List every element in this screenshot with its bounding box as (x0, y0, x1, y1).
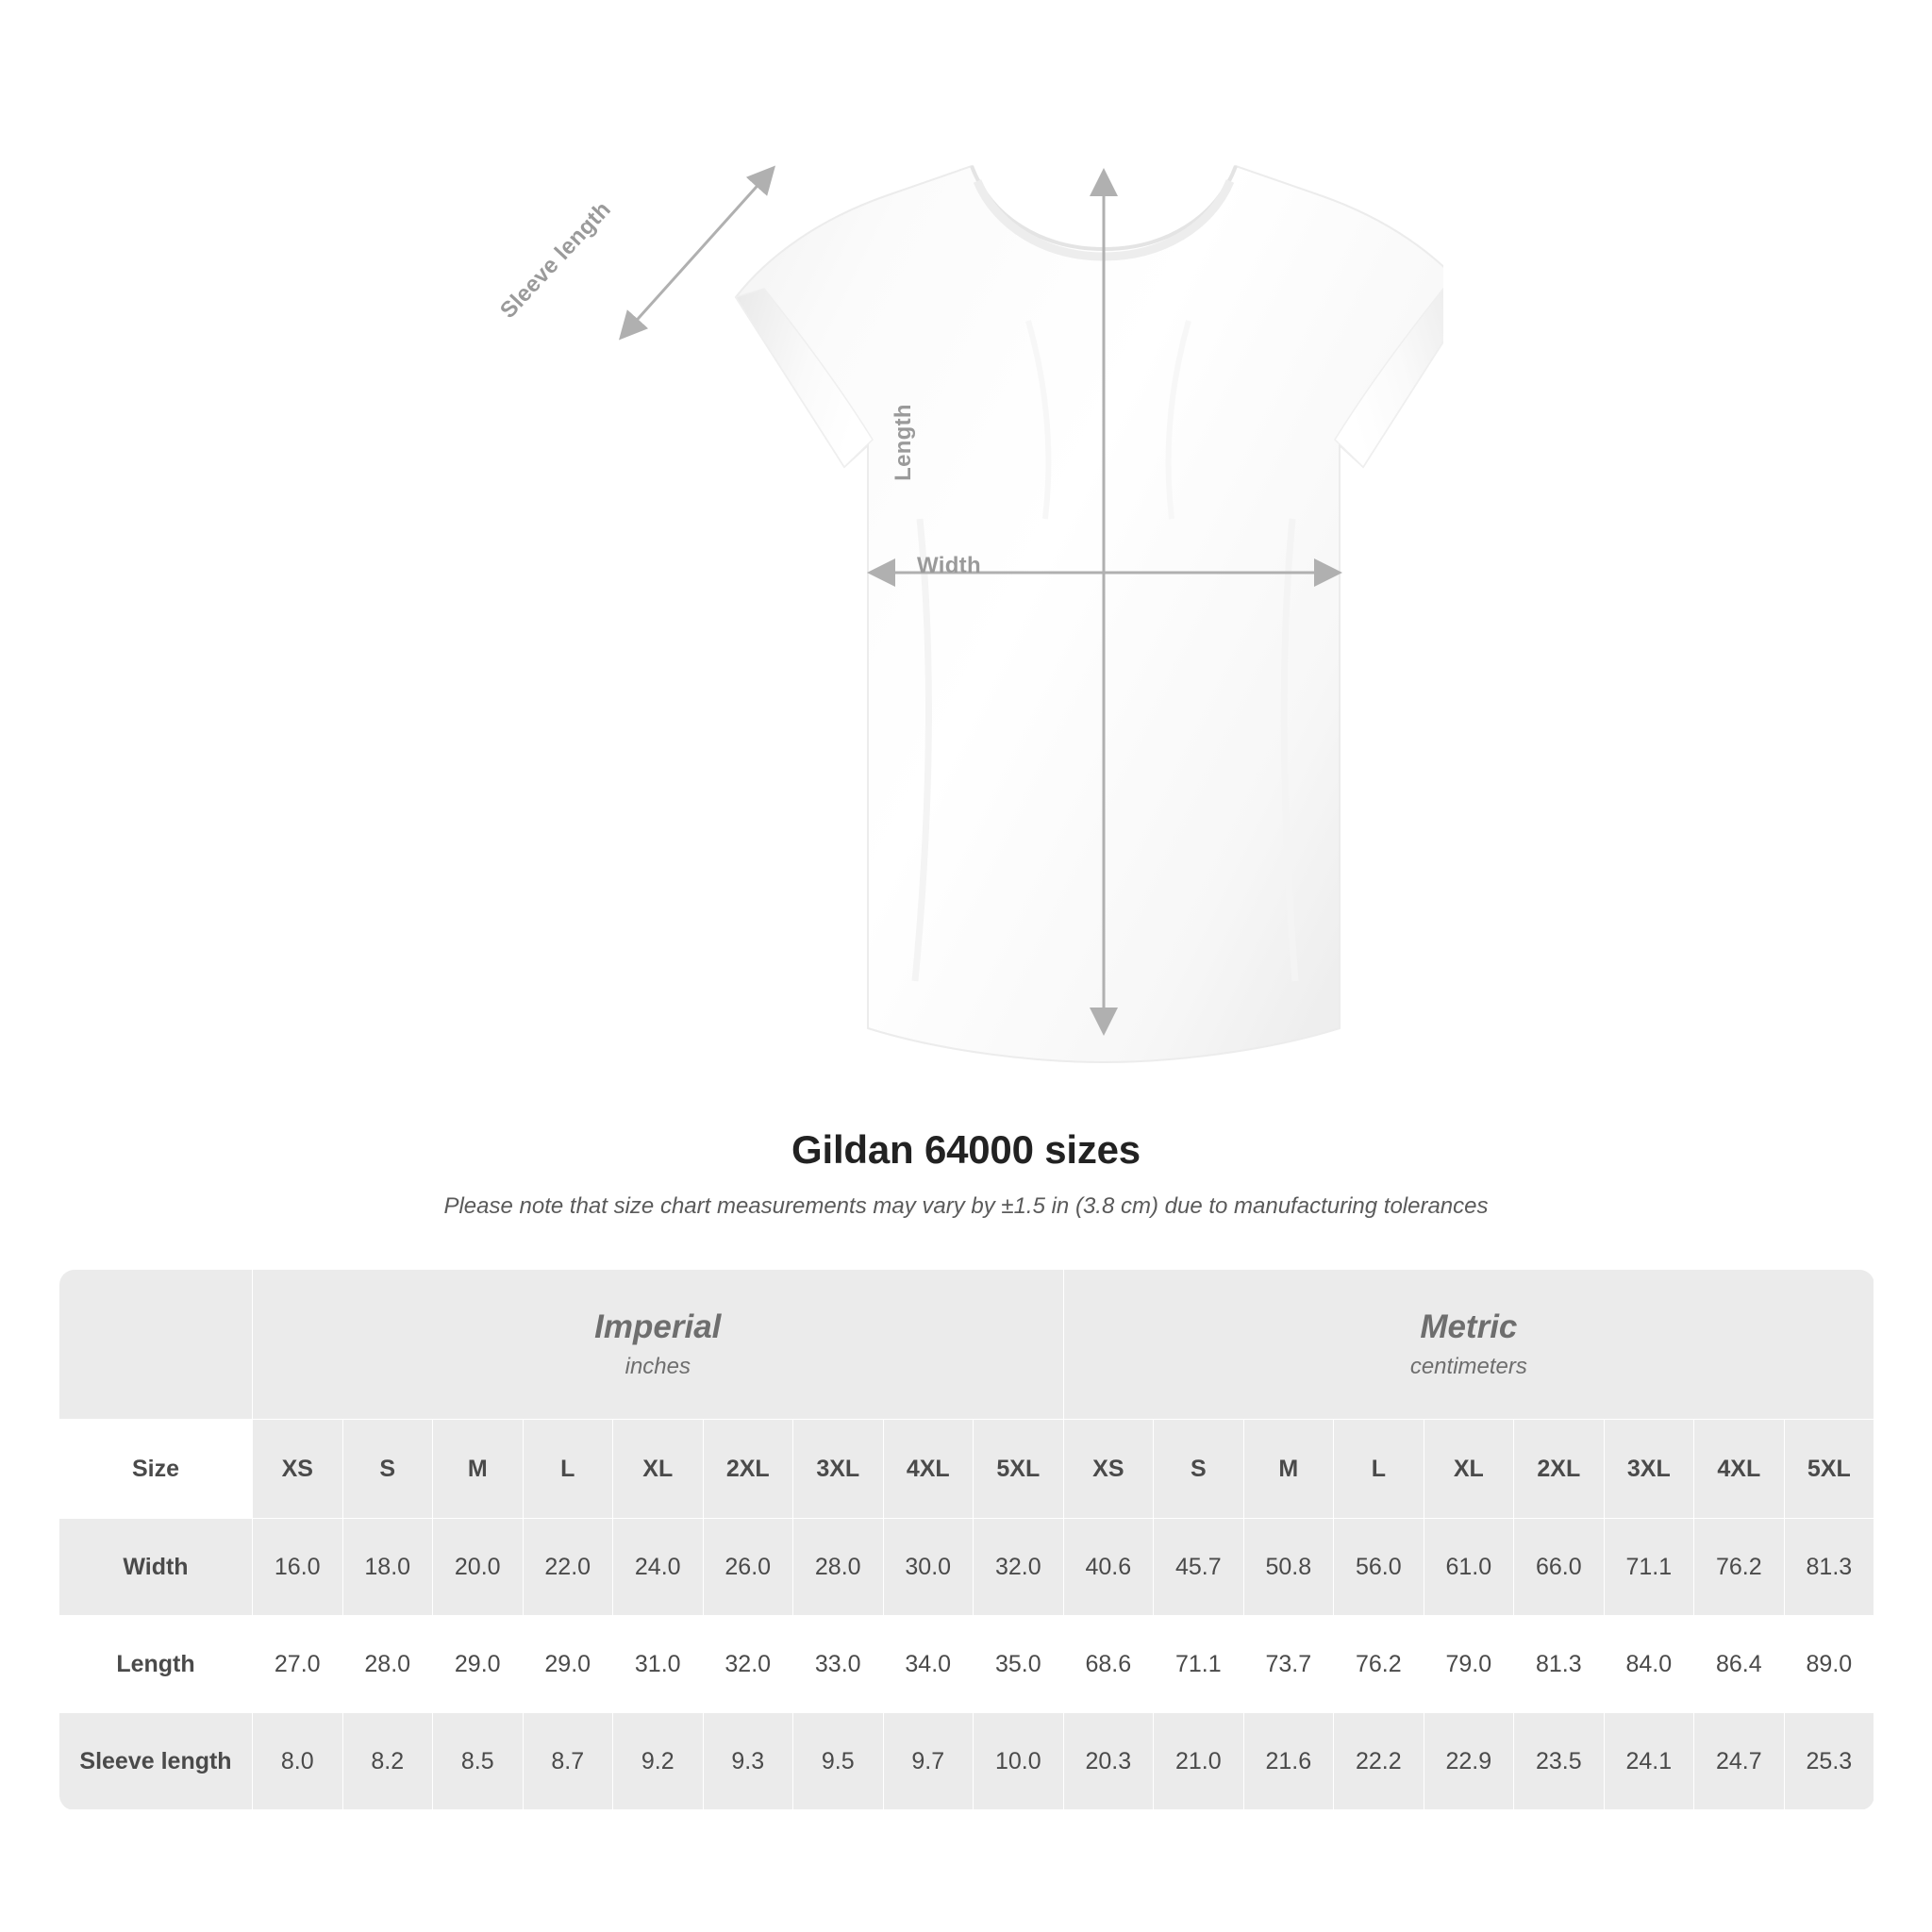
cell-sleeve-12: 22.2 (1334, 1713, 1424, 1810)
cell-width-12: 56.0 (1334, 1519, 1424, 1616)
page-title: Gildan 64000 sizes (791, 1127, 1141, 1172)
cell-sleeve-16: 24.7 (1694, 1713, 1785, 1810)
cell-sleeve-8: 10.0 (974, 1713, 1064, 1810)
size-col-header: XL (613, 1420, 704, 1519)
cell-length-16: 86.4 (1694, 1616, 1785, 1713)
cell-sleeve-15: 24.1 (1604, 1713, 1694, 1810)
cell-length-2: 29.0 (433, 1616, 524, 1713)
size-col-header: M (1243, 1420, 1334, 1519)
size-col-header: L (1334, 1420, 1424, 1519)
cell-sleeve-5: 9.3 (703, 1713, 793, 1810)
cell-length-5: 32.0 (703, 1616, 793, 1713)
cell-width-15: 71.1 (1604, 1519, 1694, 1616)
cell-width-14: 66.0 (1514, 1519, 1605, 1616)
cell-length-4: 31.0 (613, 1616, 704, 1713)
row-label-width: Width (59, 1519, 253, 1616)
cell-length-10: 71.1 (1154, 1616, 1244, 1713)
cell-sleeve-9: 20.3 (1063, 1713, 1154, 1810)
cell-width-17: 81.3 (1784, 1519, 1874, 1616)
size-table-wrapper (58, 1269, 1874, 1810)
cell-length-8: 35.0 (974, 1616, 1064, 1713)
cell-width-9: 40.6 (1063, 1519, 1154, 1616)
table-row (59, 1519, 1874, 1616)
table-row (59, 1713, 1874, 1810)
table-row (59, 1616, 1874, 1713)
size-col-header: 2XL (1514, 1420, 1605, 1519)
cell-length-1: 28.0 (342, 1616, 433, 1713)
unit-header-row (59, 1270, 1874, 1420)
cell-width-3: 22.0 (523, 1519, 613, 1616)
cell-sleeve-17: 25.3 (1784, 1713, 1874, 1810)
cell-width-7: 30.0 (883, 1519, 974, 1616)
size-col-header: L (523, 1420, 613, 1519)
cell-sleeve-7: 9.7 (883, 1713, 974, 1810)
size-col-header: 2XL (703, 1420, 793, 1519)
cell-sleeve-0: 8.0 (253, 1713, 343, 1810)
size-col-header: 5XL (1784, 1420, 1874, 1519)
cell-sleeve-1: 8.2 (342, 1713, 433, 1810)
cell-length-17: 89.0 (1784, 1616, 1874, 1713)
table-corner (59, 1270, 253, 1420)
cell-length-6: 33.0 (793, 1616, 884, 1713)
size-col-header: 3XL (793, 1420, 884, 1519)
cell-length-13: 79.0 (1424, 1616, 1514, 1713)
cell-width-16: 76.2 (1694, 1519, 1785, 1616)
size-col-header: 3XL (1604, 1420, 1694, 1519)
size-row-header: Size (59, 1420, 253, 1519)
size-col-header: 4XL (883, 1420, 974, 1519)
size-col-header: 4XL (1694, 1420, 1785, 1519)
cell-width-13: 61.0 (1424, 1519, 1514, 1616)
cell-sleeve-6: 9.5 (793, 1713, 884, 1810)
metric-label: Metric (1420, 1307, 1518, 1345)
cell-length-7: 34.0 (883, 1616, 974, 1713)
size-col-header: XS (1063, 1420, 1154, 1519)
cell-width-4: 24.0 (613, 1519, 704, 1616)
cell-width-10: 45.7 (1154, 1519, 1244, 1616)
sleeve-length-label: Sleeve length (494, 196, 616, 324)
cell-length-3: 29.0 (523, 1616, 613, 1713)
cell-width-8: 32.0 (974, 1519, 1064, 1616)
cell-sleeve-3: 8.7 (523, 1713, 613, 1810)
imperial-sublabel: inches (625, 1354, 691, 1380)
cell-width-2: 20.0 (433, 1519, 524, 1616)
metric-group-header (1063, 1270, 1874, 1420)
cell-length-9: 68.6 (1063, 1616, 1154, 1713)
cell-width-0: 16.0 (253, 1519, 343, 1616)
width-label: Width (917, 553, 981, 578)
size-col-header: S (342, 1420, 433, 1519)
size-col-header: XL (1424, 1420, 1514, 1519)
cell-sleeve-10: 21.0 (1154, 1713, 1244, 1810)
cell-sleeve-2: 8.5 (433, 1713, 524, 1810)
metric-sublabel: centimeters (1409, 1354, 1527, 1380)
cell-length-0: 27.0 (253, 1616, 343, 1713)
size-col-header: 5XL (974, 1420, 1064, 1519)
length-label: Length (890, 404, 916, 481)
imperial-group-header (253, 1270, 1064, 1420)
cell-sleeve-14: 23.5 (1514, 1713, 1605, 1810)
cell-length-12: 76.2 (1334, 1616, 1424, 1713)
size-col-header: S (1154, 1420, 1244, 1519)
size-header-row (59, 1420, 1874, 1519)
cell-width-6: 28.0 (793, 1519, 884, 1616)
cell-length-14: 81.3 (1514, 1616, 1605, 1713)
title-block (0, 1127, 1932, 1220)
imperial-label: Imperial (594, 1307, 722, 1345)
cell-sleeve-13: 22.9 (1424, 1713, 1514, 1810)
size-col-header: M (433, 1420, 524, 1519)
cell-width-1: 18.0 (342, 1519, 433, 1616)
cell-length-11: 73.7 (1243, 1616, 1334, 1713)
size-table (58, 1269, 1874, 1810)
cell-sleeve-11: 21.6 (1243, 1713, 1334, 1810)
cell-sleeve-4: 9.2 (613, 1713, 704, 1810)
cell-width-5: 26.0 (703, 1519, 793, 1616)
row-label-sleeve-length: Sleeve length (59, 1713, 253, 1810)
cell-width-11: 50.8 (1243, 1519, 1334, 1616)
cell-length-15: 84.0 (1604, 1616, 1694, 1713)
measurement-note: Please note that size chart measurements may vary by ±1.5 in (3.8 cm) due to manufacturing tolerances (443, 1193, 1489, 1219)
row-label-length: Length (59, 1616, 253, 1713)
shirt-shape (736, 166, 1443, 1062)
size-col-header: XS (253, 1420, 343, 1519)
